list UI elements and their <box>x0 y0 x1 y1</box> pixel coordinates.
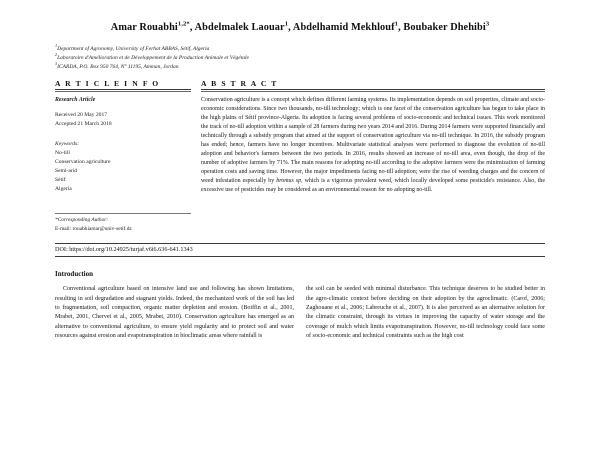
author-sup-2: 1 <box>284 20 289 28</box>
rule-thick-right <box>201 89 545 90</box>
accepted-date: Accepted 21 March 2018 <box>55 121 112 128</box>
author-sup-1: 1,2* <box>177 20 190 28</box>
keyword-item: Semi-arid <box>55 167 78 174</box>
abstract-header: A B S T R A C T <box>201 78 278 88</box>
rule-thick-left <box>55 89 191 90</box>
introduction-columns <box>55 285 545 341</box>
introduction-heading: Introduction <box>55 270 93 279</box>
affiliation-2 <box>55 51 545 63</box>
affiliations-block <box>55 45 545 72</box>
article-info-header-col <box>55 79 191 92</box>
info-abstract-body <box>55 96 545 234</box>
authors-line: Amar Rouabhi$^{1,2*}$, Abdelmalek Laouar$^1$, Abdelhamid Mekhlouf$^1$, Boubaker Dhehibi$^3$ <box>110 20 490 33</box>
introduction-left-text: Conventional agriculture based on intensive land use and following has shown limitations, resulting in soil degradation and stagnant yields. Indeed, the mechanized work of the soil has led to fragmentation, soil compaction, organic matter depletion and erosion. (Boiffin et al., 2001, Mrabet, 2001, Chervet et al., 2005, Mrabet, 2010). Conservation agriculture has emerged as an alternative to conventional agriculture, to ensure yield regularity and to protect soil and water resources against erosion and evapotranspiration in bioclimatic areas where rainfall is <box>55 286 294 339</box>
author-name-1: Amar Rouabhi <box>110 22 178 33</box>
corresponding-author-email[interactable]: E-mail: rouabhiamar@univ-setif.dz <box>55 226 132 233</box>
doi-bar <box>55 243 545 258</box>
author-name-3: Abdelhamid Mekhlouf <box>292 22 395 33</box>
keywords-label: Keywords: <box>55 140 80 147</box>
affiliation-sup-3: 3 <box>55 60 58 66</box>
keyword-item: No-till <box>55 149 70 156</box>
affiliation-text-1: Department of Agronomy, University of Ferhat ABBAS, Sétif, Algeria <box>57 45 210 52</box>
section-header-band <box>55 79 545 92</box>
rule-thin-right <box>201 91 545 92</box>
affiliation-sup-2: 2 <box>55 51 58 57</box>
doi-link[interactable]: DOI: https://doi.org/10.24925/turjaf.v6i6.636-641.1343 <box>55 246 193 254</box>
abstract-text: Conservation agriculture is a concept which defines different farming systems. Its implementation depends on soil properties, climate and socio-economic considerations. Since two thousands, no-till technology; which is one facet of the conservation agriculture has begun to take place in the high plains of Sétif province-Algeria. Its adoption is facing several problems of socio-economic and technical issues. This work monitored the track of no-till adoption within a sample of 28 farmers during two years 2014 and 2016. During 2014 farmers were supported financially and technically through a subsidy program that aimed at the support of conservation agriculture via no-till technique. In 2016, the subsidy program has ended; hence, farmers have no longer incentives. Multivariate statistical analyses were performed to diagnose the evolution of no-till adoption and behavior's farmers between the two periods. In 2016, results showed an increase of no-till area, even though, the drop of the number of adoptive farmers by 71%. The main reasons for adopting no-till according to the adoptive farmers were the minimization of farming operation costs and saving time. However, the major impediments facing no-till adoption; were the rise of weeding charges and the concern of weed infestation especially by bromus sp, which is a vigorous prevalent weed, which locally developed some pesticide's resistance. Also, the excessive use of pesticides may be considered as an environmental reason for no adopting no-till. <box>201 96 545 194</box>
author-sup-3: 1 <box>394 20 399 28</box>
article-info-header: A R T I C L E I N F O <box>55 78 160 88</box>
affiliation-sup-1: 1 <box>55 43 58 49</box>
author-sup-4: 3 <box>485 20 490 28</box>
affiliation-text-3: ICARDA, P.O. Box 950 764, N° 11195, Amman, Jordan <box>57 63 179 70</box>
keyword-item: Conservation agriculture <box>55 158 111 165</box>
article-dates <box>55 111 191 129</box>
affiliation-1 <box>55 45 545 54</box>
keywords-list <box>55 149 191 194</box>
introduction-right-column <box>306 285 545 341</box>
abstract-column <box>201 96 545 234</box>
band-gap <box>191 79 201 92</box>
introduction-left-column <box>55 285 294 341</box>
introduction-right-text: the soil can be seeded with minimal disturbance. This technique deserves to be studied better in the agro-climatic context before deciding on their adoption by the agroclimatic. (Carof, 2006; Zaghouane et al., 2006; Labreuche et al., 2007). It is also perceived as an alternative solution for the climatic constraint, through its virtues in improving the capacity of water storage and the coverage of mulch which limits evapotranspiration. However, no-till technology could face some of socio-economic and technical constraints such as the high cost <box>306 286 545 339</box>
author-name-2: Abdelmalek Laouar <box>194 22 285 33</box>
affiliation-3 <box>55 60 545 72</box>
author-name-4: Boubaker Dhehibi <box>403 22 486 33</box>
article-info-column <box>55 96 191 234</box>
rule-thin-left <box>55 91 191 92</box>
abstract-header-col <box>201 79 545 92</box>
keyword-item: Algeria <box>55 185 72 192</box>
keywords-block <box>55 140 191 194</box>
keyword-item: Sétif <box>55 176 66 183</box>
article-type: Research Article <box>55 96 96 103</box>
affiliation-text-2: Laboratoire d'Amélioration et de Développement de la Production Animale et Végétale <box>57 54 249 61</box>
received-date: Received 20 May 2017 <box>55 112 108 119</box>
corresponding-author-label: *Corresponding Author: <box>55 217 109 224</box>
corresponding-author-block <box>55 213 191 233</box>
